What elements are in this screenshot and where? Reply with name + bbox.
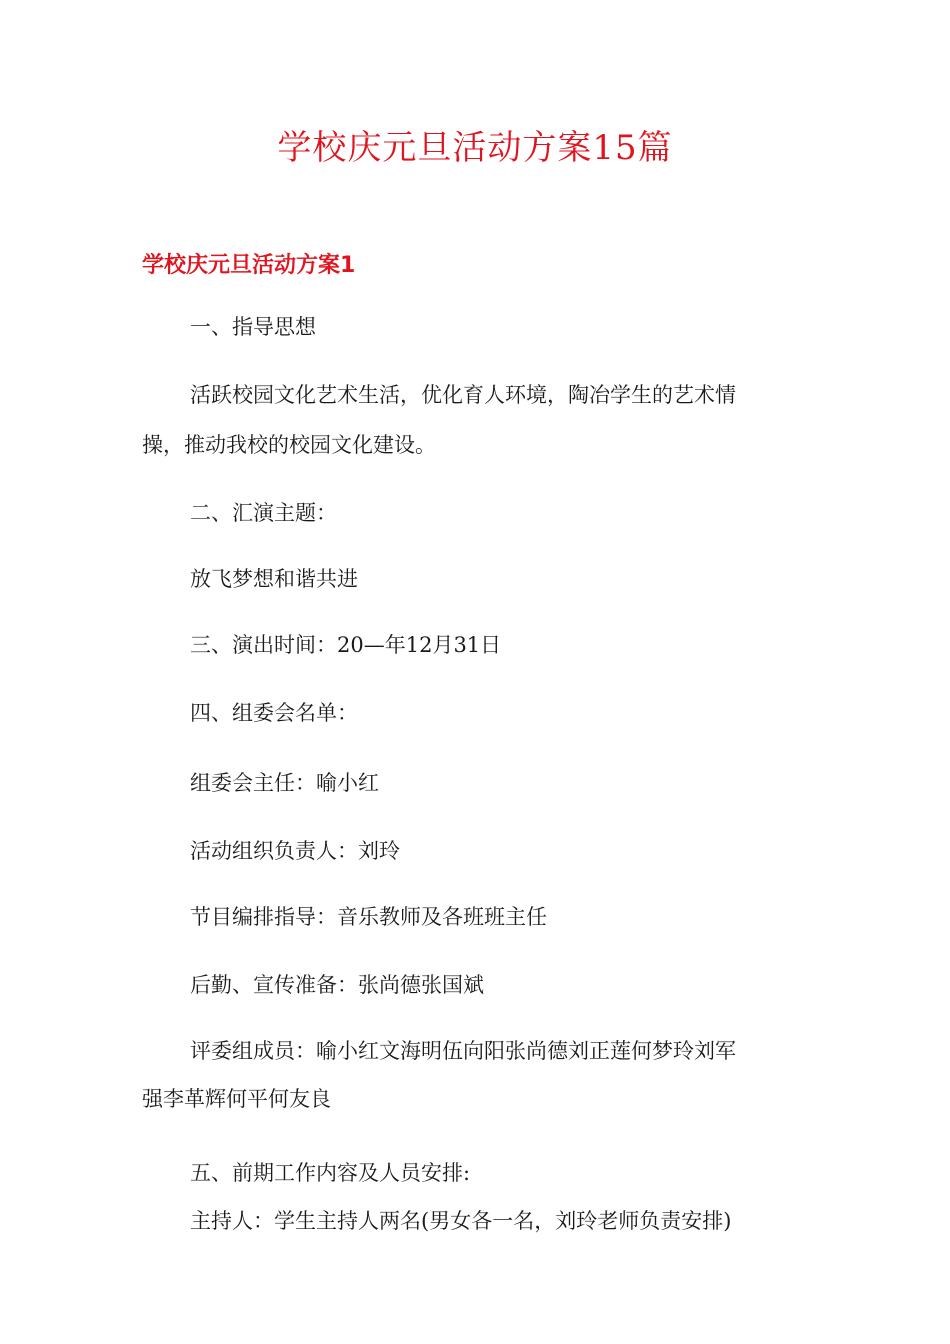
theme-text: 放飞梦想和谐共进 [190,567,358,591]
paragraph-line: 操，推动我校的校园文化建设。 [142,433,436,457]
logistics-publicity: 后勤、宣传准备：张尚德张国斌 [190,973,484,997]
judges-line-continued: 强李革辉何平何友良 [142,1087,331,1111]
performance-time: 三、演出时间：20—年12月31日 [190,633,502,657]
hosts-line: 主持人：学生主持人两名(男女各一名，刘玲老师负责安排) [190,1209,732,1233]
committee-director: 组委会主任：喻小红 [190,771,379,795]
paragraph-line: 活跃校园文化艺术生活，优化育人环境，陶冶学生的艺术情 [190,383,736,407]
program-guidance: 节目编排指导：音乐教师及各班班主任 [190,905,547,929]
heading-preparation: 五、前期工作内容及人员安排: [190,1161,471,1185]
section-title: 学校庆元旦活动方案1 [142,253,356,278]
heading-committee: 四、组委会名单： [190,701,358,725]
activity-organizer: 活动组织负责人：刘玲 [190,839,400,863]
heading-theme: 二、汇演主题： [190,501,337,525]
heading-guiding-ideology: 一、指导思想 [190,315,316,339]
document-title: 学校庆元旦活动方案15篇 [277,128,673,168]
judges-line: 评委组成员：喻小红文海明伍向阳张尚德刘正莲何梦玲刘军 [190,1039,736,1063]
